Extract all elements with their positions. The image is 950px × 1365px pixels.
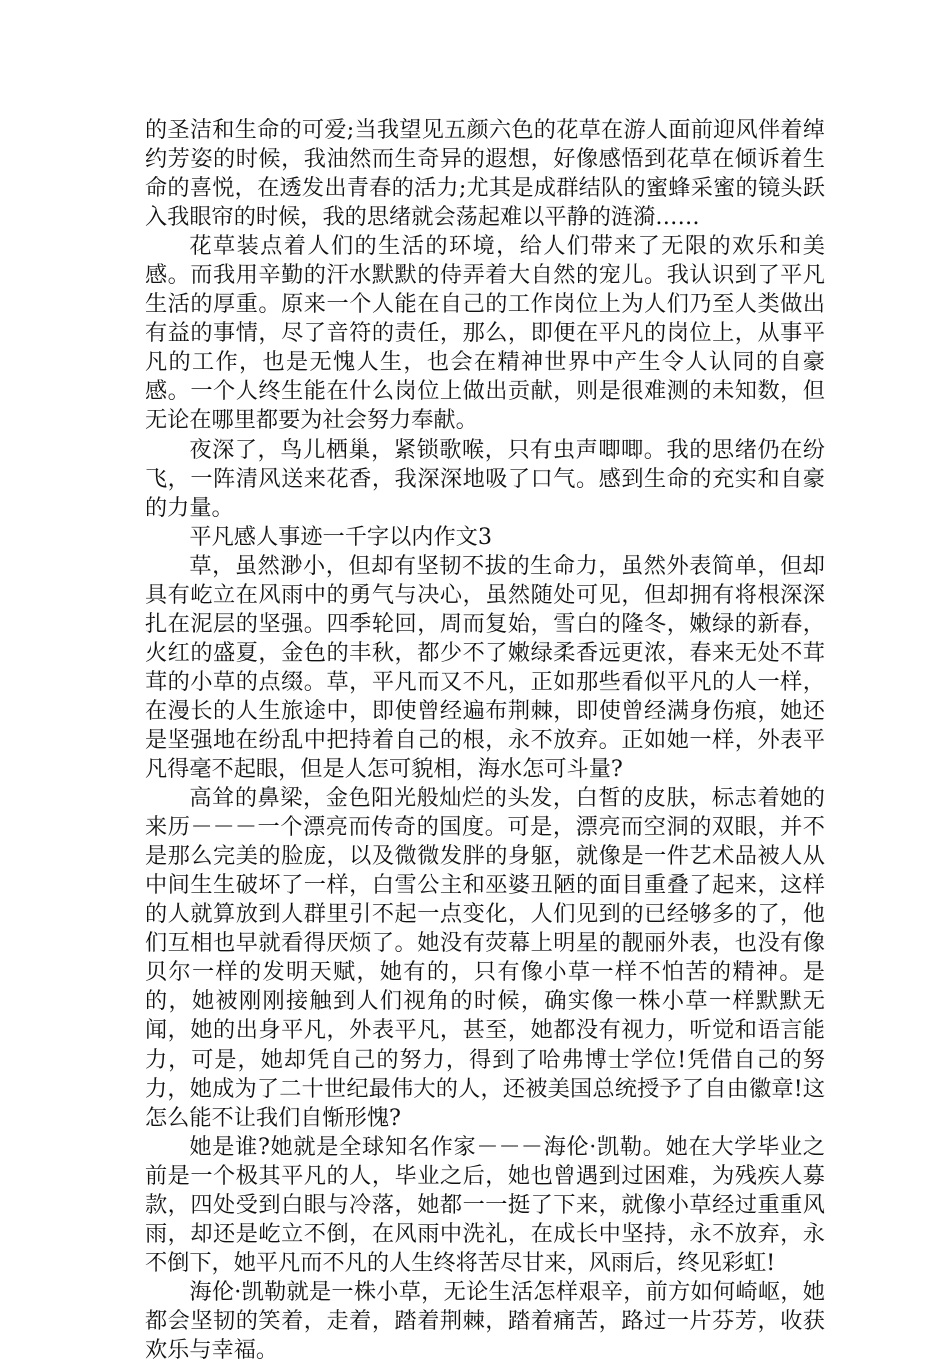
paragraph-helen-keller: 她是谁?她就是全球知名作家－－－海伦·凯勒。她在大学毕业之前是一个极其平凡的人，毕业之后，她也曾遇到过困难，为残疾人募款，四处受到白眼与冷落，她都一一挺了下来，就像小草经过重重风雨，却还是屹立不倒，在风雨中洗礼，在成长中坚持，永不放弃，永不倒下，她平凡而不凡的人生终将苦尽甘来，风雨后，终见彩虹! [145,1133,825,1276]
paragraph-flowers: 花草装点着人们的生活的环境，给人们带来了无限的欢乐和美感。而我用辛勤的汗水默默的侍弄着大自然的宠儿。我认识到了平凡生活的厚重。原来一个人能在自己的工作岗位上为人们乃至人类做出有益的事情，尽了音符的责任，那么，即便在平凡的岗位上，从事平凡的工作，也是无愧人生，也会在精神世界中产生令人认同的自豪感。一个人终生能在什么岗位上做出贡献，则是很难测的未知数，但无论在哪里都要为社会努力奉献。 [145,233,825,434]
paragraph-night: 夜深了，鸟儿栖巢，紧锁歌喉，只有虫声唧唧。我的思绪仍在纷飞，一阵清风送来花香，我深深地吸了口气。感到生命的充实和自豪的力量。 [145,436,825,521]
section-heading: 平凡感人事迹一千字以内作文3 [189,523,492,550]
document-page [145,116,825,1365]
paragraph-grass: 草，虽然渺小，但却有坚韧不拔的生命力，虽然外表简单，但却具有屹立在风雨中的勇气与决心，虽然随处可见，但却拥有将根深深扎在泥层的坚强。四季轮回，周而复始，雪白的隆冬，嫩绿的新春，火红的盛夏，金色的丰秋，都少不了嫩绿柔香远更浓，春来无处不茸茸的小草的点缀。草，平凡而又不凡，正如那些看似平凡的人一样，在漫长的人生旅途中，即使曾经遍布荆棘，即使曾经满身伤痕，她还是坚强地在纷乱中把持着自己的根，永不放弃。正如她一样，外表平凡得毫不起眼，但是人怎可貌相，海水怎可斗量? [145,552,825,783]
paragraph-conclusion: 海伦·凯勒就是一株小草，无论生活怎样艰辛，前方如何崎岖，她都会坚韧的笑着，走着，踏着荆棘，踏着痛苦，路过一片芬芳，收获欢乐与幸福。 [145,1278,825,1363]
paragraph-continuation: 的圣洁和生命的可爱;当我望见五颜六色的花草在游人面前迎风伴着绰约芳姿的时候，我油然而生奇异的遐想，好像感悟到花草在倾诉着生命的喜悦，在透发出青春的活力;尤其是成群结队的蜜蜂采蜜的镜头跃入我眼帘的时候，我的思绪就会荡起难以平静的涟漪…… [145,117,825,231]
paragraph-description: 高耸的鼻梁，金色阳光般灿烂的头发，白皙的皮肤，标志着她的来历－－－一个漂亮而传奇的国度。可是，漂亮而空洞的双眼，并不是那么完美的脸庞，以及微微发胖的身躯，就像是一件艺术品被人从中间生生破坏了一样，白雪公主和巫婆丑陋的面目重叠了起来，这样的人就算放到人群里引不起一点变化，人们见到的已经够多的了，他们互相也早就看得厌烦了。她没有荧幕上明星的靓丽外表，也没有像贝尔一样的发明天赋，她有的，只有像小草一样不怕苦的精神。是的，她被刚刚接触到人们视角的时候，确实像一株小草一样默默无闻，她的出身平凡，外表平凡，甚至，她都没有视力，听觉和语言能力，可是，她却凭自己的努力，得到了哈弗博士学位!凭借自己的努力，她成为了二十世纪最伟大的人，还被美国总统授予了自由徽章!这怎么能不让我们自惭形愧? [145,785,825,1131]
